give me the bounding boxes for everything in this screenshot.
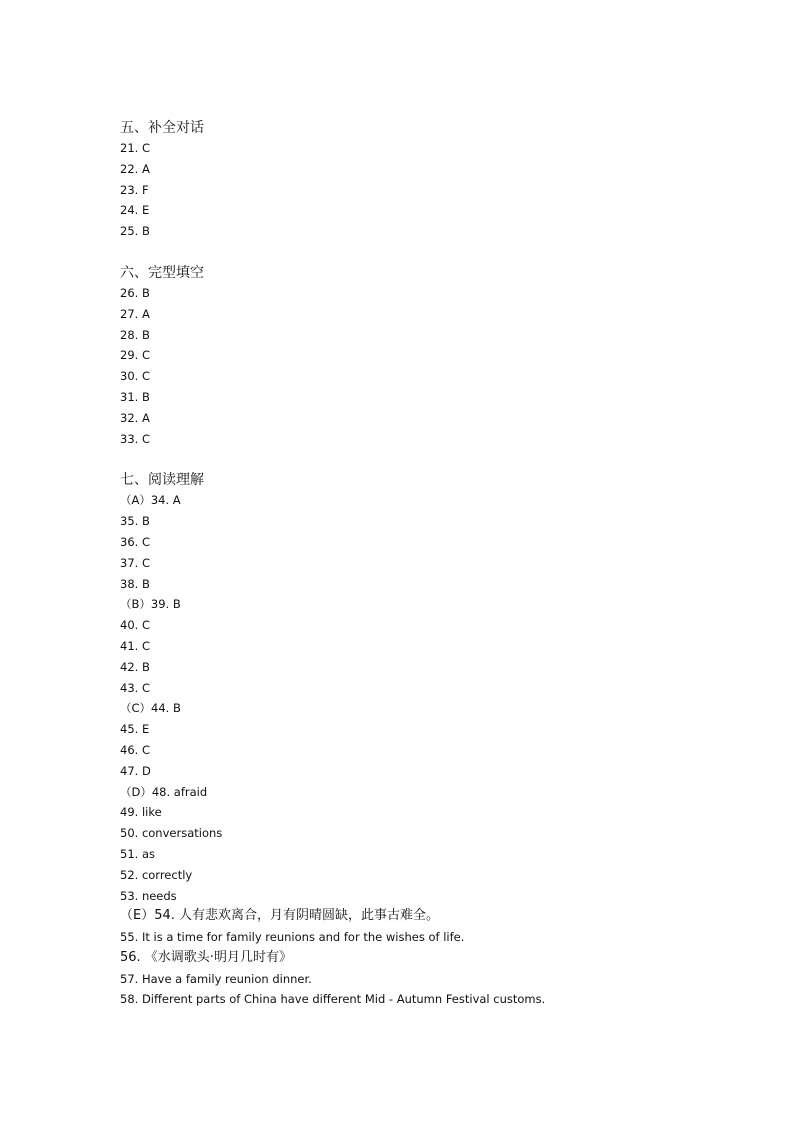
answer-line: 49. like [120, 805, 162, 820]
answer-line: 53. needs [120, 888, 177, 903]
answer-line: 28. B [120, 327, 150, 342]
answer-line: 50. conversations [120, 826, 223, 841]
answer-line: 31. B [120, 389, 150, 404]
answer-line: 26. B [120, 285, 150, 300]
section-title: 六、完型填空 [120, 264, 204, 281]
answer-line: 45. E [120, 722, 150, 737]
answer-line: 55. It is a time for family reunions and for the wishes of life. [120, 930, 465, 945]
answer-line: 23. F [120, 182, 149, 197]
answer-line: 25. B [120, 224, 150, 239]
section-cloze [120, 263, 760, 449]
answer-line: 57. Have a family reunion dinner. [120, 971, 312, 986]
answer-line: 24. E [120, 203, 150, 218]
answer-line: （C）44. B [120, 701, 181, 716]
answer-line: 40. C [120, 618, 150, 633]
answer-line: 38. B [120, 576, 150, 591]
answer-line: 47. D [120, 763, 151, 778]
section-gap [120, 449, 760, 470]
answer-line: 35. B [120, 514, 150, 529]
answer-line: 43. C [120, 680, 150, 695]
answer-line: 36. C [120, 534, 150, 549]
answer-line: 51. as [120, 846, 155, 861]
answer-line: 42. B [120, 659, 150, 674]
answer-line: （B）39. B [120, 597, 181, 612]
answer-line: 46. C [120, 742, 150, 757]
section-dialogue-completion [120, 118, 760, 242]
answer-line: 41. C [120, 638, 150, 653]
answer-line: 21. C [120, 141, 150, 155]
answer-line: 27. A [120, 306, 150, 321]
answer-line: 37. C [120, 555, 150, 570]
answer-key [120, 118, 760, 1010]
answer-line: 33. C [120, 431, 150, 446]
answer-line: （E）54. 人有悲欢离合，月有阴晴圆缺，此事古难全。 [120, 908, 440, 924]
answer-line: （D）48. afraid [120, 784, 208, 799]
section-gap [120, 242, 760, 263]
answer-line: 52. correctly [120, 867, 193, 882]
answer-line: 56. 《水调歌头·明月几时有》 [120, 949, 292, 965]
answer-line: 30. C [120, 369, 150, 384]
section-title: 五、补全对话 [120, 120, 204, 136]
answer-line: （A）34. A [120, 493, 181, 508]
answer-line: 29. C [120, 348, 150, 363]
answer-line: 58. Different parts of China have different Mid - Autumn Festival customs. [120, 992, 546, 1007]
answer-line: 32. A [120, 410, 150, 425]
section-reading-comprehension [120, 470, 760, 1010]
answer-line: 22. A [120, 161, 150, 176]
section-title: 七、阅读理解 [120, 472, 204, 489]
